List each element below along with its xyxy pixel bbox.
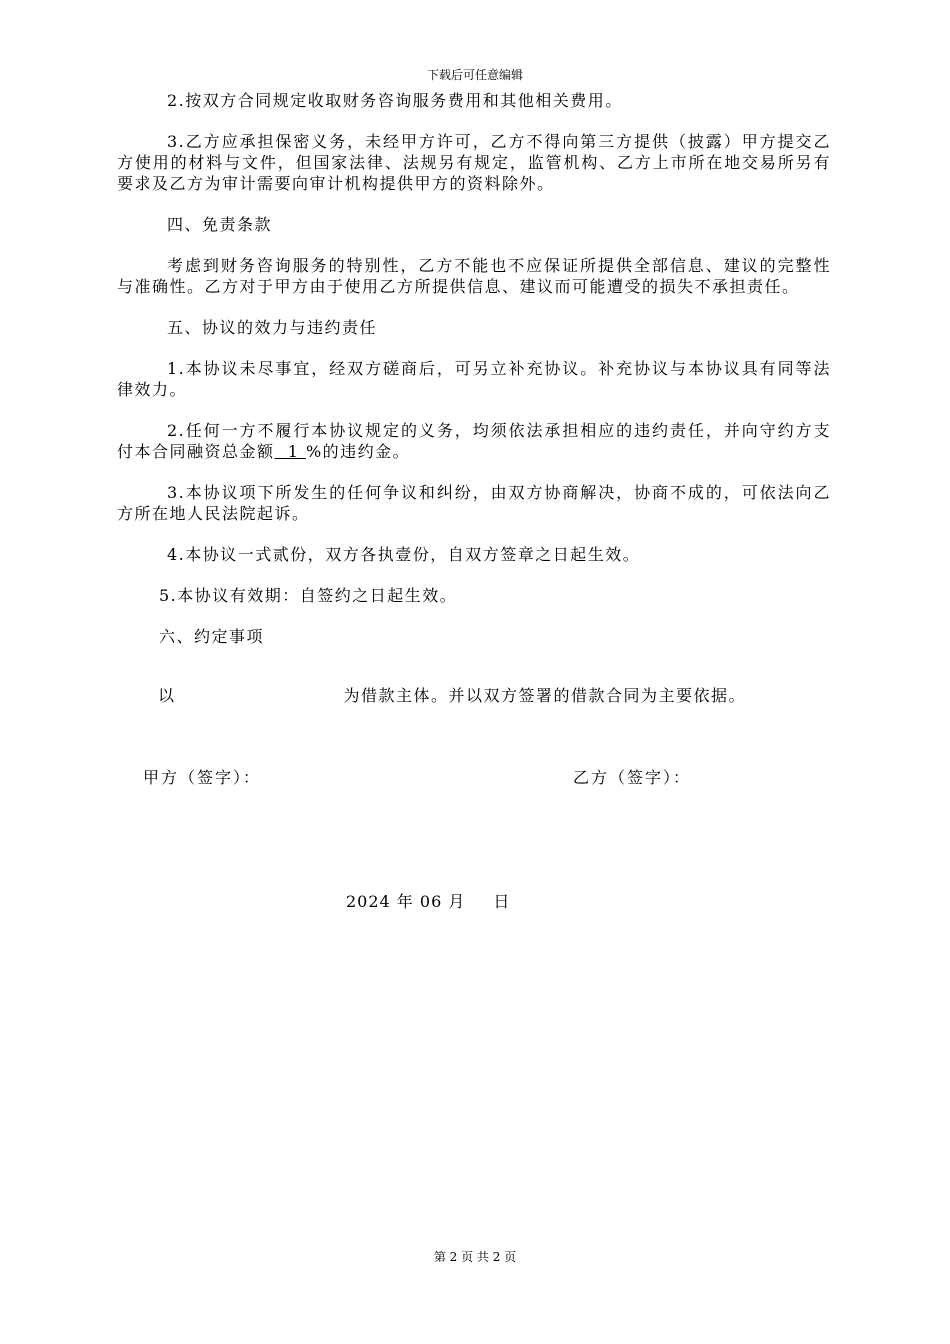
party-a-signature-label: 甲方（签字）： — [143, 768, 262, 787]
section-heading-validity: 五、协议的效力与违约责任 — [167, 318, 378, 337]
clause-3-confidentiality: 3.乙方应承担保密义务，未经甲方许可，乙方不得向第三方提供（披露）甲方提交乙方使用的材料与文件，但国家法律、法规另有规定，监管机构、乙方上市所在地交易所另有要求及乙方为审计需要向审计机构提供甲方的资料除外。 — [117, 132, 831, 193]
validity-clause-5: 5.本协议有效期：自签约之日起生效。 — [159, 586, 458, 605]
signing-date — [346, 889, 510, 912]
validity-clause-2 — [117, 420, 831, 462]
date-day-label: 日 — [493, 892, 511, 911]
date-year-month: 2024 年 06 月 — [346, 892, 466, 911]
agreement-prefix: 以 — [158, 686, 176, 705]
validity-clause-3: 3.本协议项下所发生的任何争议和纠纷，由双方协商解决，协商不成的，可依法向乙方所在地人民法院起诉。 — [117, 483, 831, 523]
validity-clause-4: 4.本协议一式贰份，双方各执壹份，自双方签章之日起生效。 — [167, 545, 641, 564]
disclaimer-paragraph: 考虑到财务咨询服务的特别性，乙方不能也不应保证所提供全部信息、建议的完整性与准确性。乙方对于甲方由于使用乙方所提供信息、建议而可能遭受的损失不承担责任。 — [117, 256, 831, 296]
validity-clause-1: 1.本协议未尽事宜，经双方磋商后，可另立补充协议。补充协议与本协议具有同等法律效力。 — [117, 359, 831, 399]
page-header-note: 下载后可任意编辑 — [426, 68, 523, 82]
agreement-suffix: 为借款主体。并以双方签署的借款合同为主要依据。 — [343, 686, 747, 705]
validity-clause-2-suffix: %的违约金。 — [305, 442, 411, 461]
section-heading-disclaimer: 四、免责条款 — [167, 215, 273, 234]
document-body — [117, 90, 831, 667]
agreement-line — [158, 683, 746, 706]
section-heading-agreements: 六、约定事项 — [159, 627, 265, 646]
page-number-footer: 第 2 页 共 2 页 — [433, 1250, 517, 1264]
party-b-signature-label: 乙方（签字）： — [573, 768, 692, 787]
clause-2-fees: 2.按双方合同规定收取财务咨询服务费用和其他相关费用。 — [167, 91, 623, 110]
penalty-rate-value: 1 — [274, 442, 306, 461]
validity-clause-2-text: 2.任何一方不履行本协议规定的义务，均须依法承担相应的违约责任，并向守约方支付本合同融资总金额 — [117, 421, 831, 461]
